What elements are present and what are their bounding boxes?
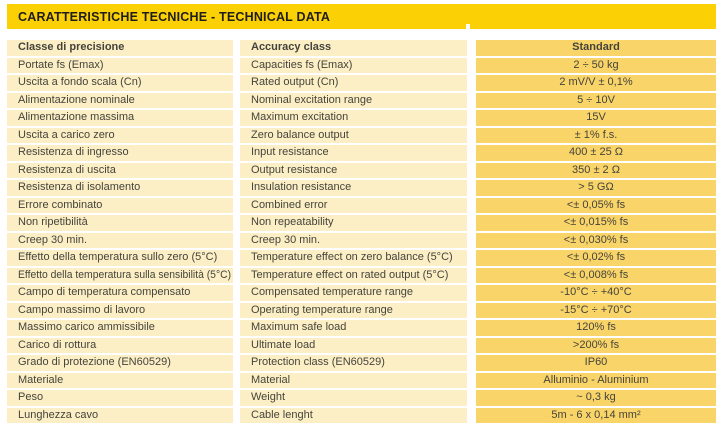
cell-value bbox=[476, 285, 716, 301]
cell-english-text: Input resistance bbox=[251, 146, 329, 158]
cell-value-text: -15°C ÷ +70°C bbox=[560, 303, 632, 316]
cell-value-text: Alluminio - Aluminium bbox=[543, 373, 649, 386]
cell-italian-text: Carico di rottura bbox=[18, 338, 97, 351]
cell-english bbox=[240, 93, 467, 109]
table-header-row bbox=[7, 40, 716, 56]
cell-english bbox=[240, 215, 467, 231]
cell-english-text: Maximum excitation bbox=[251, 111, 349, 123]
cell-english-text: Combined error bbox=[251, 198, 328, 211]
cell-value-text: <± 0,05% fs bbox=[566, 198, 626, 211]
cell-english bbox=[240, 198, 467, 214]
cell-english-text: Weight bbox=[251, 391, 286, 403]
cell-value-text: <± 0,008% fs bbox=[563, 268, 629, 281]
cell-english-text: Protection class (EN60529) bbox=[251, 356, 385, 368]
cell-english bbox=[240, 408, 467, 424]
cell-italian-text: Massimo carico ammissibile bbox=[18, 321, 155, 333]
cell-value bbox=[476, 128, 716, 144]
cell-english-text: Insulation resistance bbox=[251, 181, 352, 193]
cell-italian-text: Alimentazione nominale bbox=[18, 93, 135, 106]
cell-value-text: 15V bbox=[586, 111, 606, 123]
cell-english bbox=[240, 58, 467, 74]
cell-value bbox=[476, 233, 716, 249]
cell-italian bbox=[7, 233, 233, 249]
column-header-english bbox=[240, 40, 467, 56]
cell-italian-text: Lunghezza cavo bbox=[18, 408, 99, 421]
cell-value-text: ~ 0,3 kg bbox=[576, 391, 616, 403]
cell-english bbox=[240, 145, 467, 161]
cell-italian-text: Effetto della temperatura sullo zero (5°C) bbox=[18, 251, 218, 263]
table-row bbox=[7, 320, 716, 336]
cell-value-text: 2 mV/V ± 0,1% bbox=[559, 76, 633, 88]
cell-value bbox=[476, 75, 716, 91]
cell-italian bbox=[7, 93, 233, 109]
cell-value bbox=[476, 373, 716, 389]
cell-english-text: Zero balance output bbox=[251, 128, 349, 141]
cell-english-text: Material bbox=[251, 373, 291, 386]
cell-english bbox=[240, 75, 467, 91]
cell-value-text: <± 0,015% fs bbox=[563, 216, 629, 228]
cell-italian-text: Grado di protezione (EN60529) bbox=[18, 356, 171, 368]
cell-value bbox=[476, 180, 716, 196]
cell-italian bbox=[7, 145, 233, 161]
spec-table bbox=[7, 40, 716, 425]
cell-italian-text: Campo di temperatura compensato bbox=[18, 286, 191, 298]
cell-italian bbox=[7, 180, 233, 196]
cell-value bbox=[476, 250, 716, 266]
section-title: CARATTERISTICHE TECNICHE - TECHNICAL DATA bbox=[18, 9, 331, 24]
table-row bbox=[7, 250, 716, 266]
cell-value bbox=[476, 303, 716, 319]
cell-italian bbox=[7, 128, 233, 144]
cell-italian-text: Resistenza di isolamento bbox=[18, 181, 141, 193]
cell-value-text: ± 1% f.s. bbox=[574, 128, 618, 141]
cell-english-text: Creep 30 min. bbox=[251, 233, 321, 246]
cell-english-text: Maximum safe load bbox=[251, 321, 347, 333]
cell-value bbox=[476, 93, 716, 109]
table-row bbox=[7, 163, 716, 179]
cell-value-text: 120% fs bbox=[576, 321, 616, 333]
cell-value bbox=[476, 145, 716, 161]
title-bar-notch bbox=[466, 24, 470, 29]
table-row bbox=[7, 110, 716, 126]
cell-value bbox=[476, 215, 716, 231]
cell-english bbox=[240, 110, 467, 126]
column-header-italian bbox=[7, 40, 233, 56]
column-header-english-label: Accuracy class bbox=[251, 41, 332, 53]
cell-value bbox=[476, 163, 716, 179]
table-row bbox=[7, 58, 716, 74]
table-row bbox=[7, 285, 716, 301]
cell-value-text: >200% fs bbox=[572, 338, 620, 351]
section-title-bar bbox=[7, 4, 716, 29]
cell-english-text: Operating temperature range bbox=[251, 303, 393, 316]
cell-italian bbox=[7, 373, 233, 389]
cell-italian bbox=[7, 75, 233, 91]
cell-english-text: Non repeatability bbox=[251, 216, 334, 228]
table-row bbox=[7, 303, 716, 319]
cell-italian-text: Resistenza di uscita bbox=[18, 163, 116, 176]
cell-english-text: Temperature effect on rated output (5°C) bbox=[251, 268, 449, 281]
cell-value bbox=[476, 338, 716, 354]
cell-english bbox=[240, 303, 467, 319]
table-row bbox=[7, 75, 716, 91]
cell-italian bbox=[7, 268, 233, 284]
table-row bbox=[7, 355, 716, 371]
cell-value-text: IP60 bbox=[584, 356, 608, 368]
table-row bbox=[7, 198, 716, 214]
cell-italian-text: Uscita a carico zero bbox=[18, 128, 115, 141]
table-row bbox=[7, 215, 716, 231]
cell-italian-text: Campo massimo di lavoro bbox=[18, 303, 146, 316]
cell-italian bbox=[7, 58, 233, 74]
cell-italian-text: Effetto della temperatura sulla sensibilità (5°C) bbox=[18, 268, 232, 281]
cell-italian bbox=[7, 198, 233, 214]
cell-italian bbox=[7, 320, 233, 336]
table-row bbox=[7, 338, 716, 354]
cell-italian-text: Non ripetibilità bbox=[18, 216, 88, 228]
cell-english bbox=[240, 355, 467, 371]
cell-italian-text: Resistenza di ingresso bbox=[18, 146, 129, 158]
cell-english bbox=[240, 285, 467, 301]
cell-english bbox=[240, 250, 467, 266]
cell-value-text: 400 ± 25 Ω bbox=[568, 146, 624, 158]
cell-english bbox=[240, 163, 467, 179]
table-row bbox=[7, 373, 716, 389]
table-row bbox=[7, 180, 716, 196]
cell-english-text: Output resistance bbox=[251, 163, 338, 176]
table-row bbox=[7, 145, 716, 161]
cell-english bbox=[240, 390, 467, 406]
cell-value bbox=[476, 320, 716, 336]
cell-value-text: 350 ± 2 Ω bbox=[572, 163, 620, 176]
cell-english-text: Nominal excitation range bbox=[251, 93, 373, 106]
table-row bbox=[7, 93, 716, 109]
cell-italian bbox=[7, 215, 233, 231]
cell-italian-text: Uscita a fondo scala (Cn) bbox=[18, 76, 142, 88]
cell-english-text: Ultimate load bbox=[251, 338, 316, 351]
cell-italian bbox=[7, 408, 233, 424]
table-row bbox=[7, 408, 716, 424]
cell-english-text: Compensated temperature range bbox=[251, 286, 414, 298]
cell-italian bbox=[7, 303, 233, 319]
cell-italian bbox=[7, 163, 233, 179]
cell-italian bbox=[7, 250, 233, 266]
cell-value-text: <± 0,02% fs bbox=[566, 251, 626, 263]
cell-value bbox=[476, 110, 716, 126]
cell-value bbox=[476, 58, 716, 74]
table-row bbox=[7, 268, 716, 284]
cell-value-text: <± 0,030% fs bbox=[563, 233, 629, 246]
cell-italian-text: Errore combinato bbox=[18, 198, 103, 211]
column-header-standard-label: Standard bbox=[572, 41, 620, 53]
cell-english bbox=[240, 338, 467, 354]
cell-italian-text: Portate fs (Emax) bbox=[18, 58, 104, 71]
cell-value-text: -10°C ÷ +40°C bbox=[560, 286, 632, 298]
cell-english bbox=[240, 128, 467, 144]
cell-italian-text: Creep 30 min. bbox=[18, 233, 88, 246]
cell-italian bbox=[7, 285, 233, 301]
cell-english-text: Temperature effect on zero balance (5°C) bbox=[251, 251, 453, 263]
cell-italian bbox=[7, 110, 233, 126]
cell-english bbox=[240, 373, 467, 389]
cell-value-text: 5m - 6 x 0,14 mm² bbox=[551, 408, 641, 421]
column-header-standard bbox=[476, 40, 716, 56]
column-header-italian-label: Classe di precisione bbox=[18, 41, 125, 53]
cell-english bbox=[240, 233, 467, 249]
cell-value-text: 2 ÷ 50 kg bbox=[573, 58, 619, 71]
cell-english bbox=[240, 320, 467, 336]
cell-value bbox=[476, 390, 716, 406]
table-row bbox=[7, 390, 716, 406]
cell-english-text: Cable lenght bbox=[251, 408, 313, 421]
cell-english-text: Capacities fs (Emax) bbox=[251, 58, 353, 71]
cell-value bbox=[476, 268, 716, 284]
cell-italian-text: Alimentazione massima bbox=[18, 111, 135, 123]
cell-italian bbox=[7, 390, 233, 406]
cell-italian bbox=[7, 338, 233, 354]
cell-value bbox=[476, 408, 716, 424]
cell-italian-text: Materiale bbox=[18, 373, 64, 386]
cell-italian-text: Peso bbox=[18, 391, 44, 403]
table-row bbox=[7, 233, 716, 249]
cell-value bbox=[476, 355, 716, 371]
cell-value-text: 5 ÷ 10V bbox=[577, 93, 615, 106]
cell-italian bbox=[7, 355, 233, 371]
cell-value-text: > 5 GΩ bbox=[578, 181, 614, 193]
cell-english bbox=[240, 268, 467, 284]
table-row bbox=[7, 128, 716, 144]
cell-english-text: Rated output (Cn) bbox=[251, 76, 339, 88]
cell-value bbox=[476, 198, 716, 214]
cell-english bbox=[240, 180, 467, 196]
